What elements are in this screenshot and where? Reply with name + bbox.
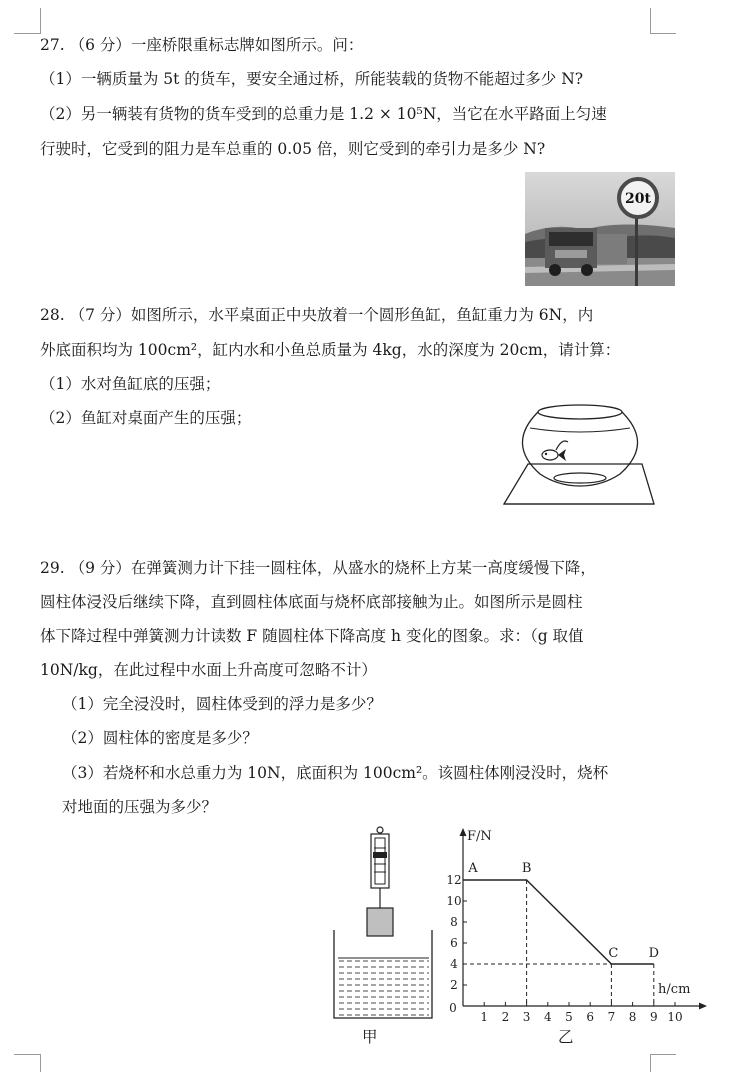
crop-mark-bottom-right-h	[650, 1054, 676, 1055]
crop-mark-top-right-v	[650, 8, 651, 34]
q29-line3: 体下降过程中弹簧测力计读数 F 随圆柱体下降高度 h 变化的图象。求：（g 取值	[40, 627, 584, 645]
y-tick-label: 10	[446, 894, 462, 908]
fish-bowl-figure	[500, 398, 660, 510]
q28-line2: 外底面积均为 100cm²，缸内水和小鱼总质量为 4kg，水的深度为 20cm，请计算：	[40, 341, 621, 359]
fish-icon	[542, 441, 568, 461]
x-tick-label: 2	[501, 1010, 510, 1022]
fig-right-caption: 乙	[558, 1028, 574, 1046]
x-tick-label: 5	[565, 1010, 573, 1022]
q27-sub2-cont: 行驶时，它受到的阻力是车总重的 0.05 倍，则它受到的牵引力是多少 N?	[40, 140, 546, 158]
x-tick-label: 6	[586, 1010, 595, 1022]
q27-sub2: （2）另一辆装有货物的货车受到的总重力是 1.2 × 10⁵N，当它在水平路面上匀速	[40, 105, 607, 123]
y-tick-label: 2	[450, 978, 458, 992]
point-label: D	[648, 946, 660, 961]
q29-sub1: （1）完全浸没时，圆柱体受到的浮力是多少？	[62, 695, 382, 713]
x-tick-label: 1	[480, 1010, 489, 1022]
crop-mark-top-left-v	[40, 8, 41, 34]
q29-sub3-cont: 对地面的压强为多少？	[62, 798, 218, 816]
q29-line2: 圆柱体浸没后继续下降，直到圆柱体底面与烧杯底部接触为止。如图所示是圆柱	[40, 593, 583, 611]
x-tick-label: 8	[628, 1010, 637, 1022]
crop-mark-top-left-h	[14, 33, 41, 34]
x-tick-label: 4	[543, 1010, 552, 1022]
q29-sub3: （3）若烧杯和水总重力为 10N，底面积为 100cm²。该圆柱体刚浸没时，烧杯	[62, 764, 609, 782]
crop-mark-top-right-h	[650, 33, 676, 34]
point-label: B	[521, 861, 532, 876]
q29-line1: 29. （9 分）在弹簧测力计下挂一圆柱体，从盛水的烧杯上方某一高度缓慢下降，	[40, 559, 596, 577]
crop-mark-bottom-right-v	[650, 1054, 651, 1072]
series-line	[463, 880, 654, 964]
y-axis-arrow	[460, 828, 467, 836]
x-tick-label: 7	[607, 1010, 616, 1022]
bridge-sign-text: 20t	[625, 191, 651, 207]
crop-mark-bottom-left-h	[14, 1054, 41, 1055]
origin-label: 0	[449, 1001, 457, 1015]
fig-left-caption: 甲	[362, 1028, 378, 1046]
y-tick-label: 4	[450, 957, 458, 971]
spring-scale-beaker-figure	[330, 826, 436, 1021]
x-axis-label: h/cm	[658, 982, 691, 997]
x-axis-arrow	[699, 1003, 707, 1010]
y-tick-label: 6	[450, 936, 458, 950]
crop-mark-bottom-left-v	[40, 1054, 41, 1072]
point-label: A	[468, 861, 478, 876]
y-axis-label: F/N	[467, 829, 492, 844]
q29-sub2: （2）圆柱体的密度是多少？	[62, 729, 258, 747]
q27-title: 27. （6 分）一座桥限重标志牌如图所示。问：	[40, 36, 364, 54]
y-tick-label: 12	[446, 873, 462, 887]
q28-sub2: （2）鱼缸对桌面产生的压强；	[40, 409, 252, 427]
q28-line1: 28. （7 分）如图所示，水平桌面正中央放着一个圆形鱼缸，鱼缸重力为 6N，内	[40, 306, 594, 324]
q28-sub1: （1）水对鱼缸底的压强；	[40, 375, 221, 393]
x-tick-label: 3	[522, 1010, 531, 1022]
force-height-chart	[440, 826, 710, 1022]
q29-line4: 10N/kg，在此过程中水面上升高度可忽略不计）	[40, 661, 377, 679]
point-label: C	[608, 946, 619, 961]
x-tick-label: 10	[667, 1010, 683, 1022]
bridge-sign-photo	[525, 172, 675, 286]
y-tick-label: 8	[450, 915, 458, 929]
q27-sub1: （1）一辆质量为 5t 的货车，要安全通过桥，所能装载的货物不能超过多少 N?	[40, 70, 584, 88]
x-tick-label: 9	[649, 1010, 658, 1022]
